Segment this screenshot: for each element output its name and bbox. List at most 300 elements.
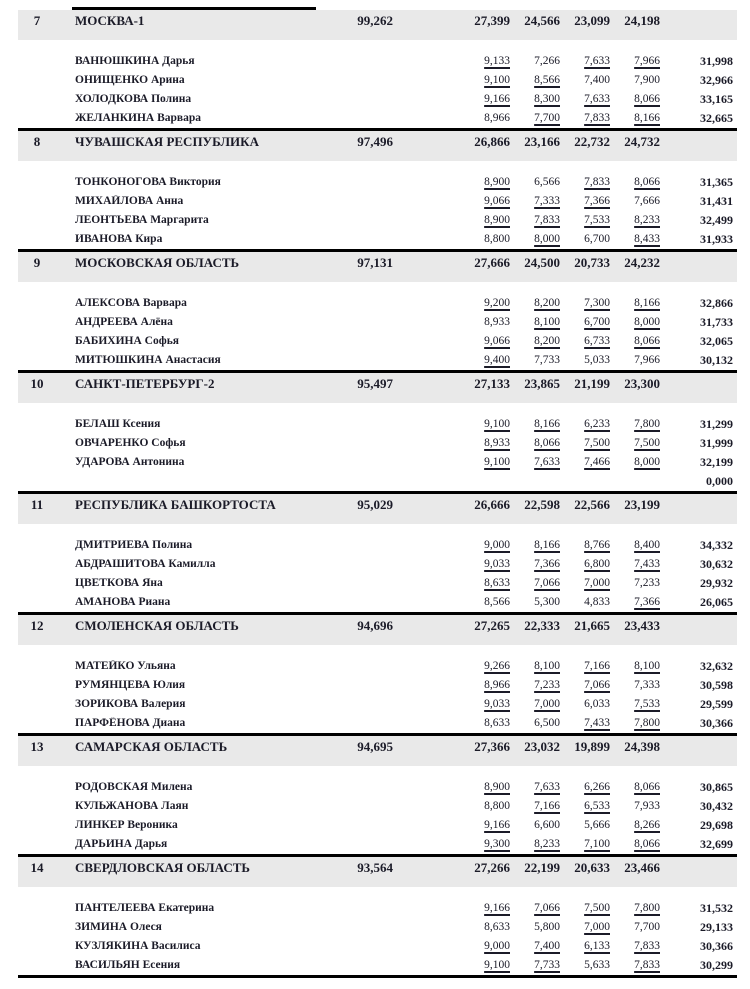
- team-apparatus-score: 23,199: [624, 497, 660, 512]
- athlete-score: 7,733: [534, 959, 560, 971]
- athlete-name: БАБИХИНА Софья: [75, 335, 179, 347]
- athlete-total: 31,299: [700, 417, 733, 431]
- athlete-score: 7,533: [634, 698, 660, 710]
- team-row-total-blank: [660, 255, 737, 282]
- team-row: [18, 494, 737, 524]
- athlete-score: 7,833: [584, 112, 610, 124]
- athlete-score: 7,166: [584, 660, 610, 672]
- team-apparatus-score: 26,866: [474, 134, 510, 149]
- spacer: [393, 618, 460, 645]
- team-total: 97,131: [357, 255, 393, 270]
- athlete-score: 7,166: [534, 800, 560, 812]
- team-row-total-blank: [660, 860, 737, 887]
- athlete-total: 31,999: [700, 436, 733, 450]
- team-name: МОСКОВСКАЯ ОБЛАСТЬ: [75, 255, 240, 270]
- team-total: 94,696: [357, 618, 393, 633]
- athlete-score: 8,066: [634, 93, 660, 105]
- athlete-score: 8,200: [534, 297, 560, 309]
- athlete-score: 5,633: [584, 959, 610, 971]
- team-name: САМАРСКАЯ ОБЛАСТЬ: [75, 739, 228, 754]
- athlete-score: 7,066: [534, 577, 560, 589]
- team-name: ЧУВАШСКАЯ РЕСПУБЛИКА: [75, 134, 259, 149]
- athlete-list: [0, 657, 750, 733]
- team-row: [18, 857, 737, 887]
- athlete-score: 8,066: [634, 335, 660, 347]
- athlete-total: 29,698: [700, 818, 733, 832]
- athlete-name: ОВЧАРЕНКО Софья: [75, 437, 186, 449]
- athlete-score: 4,833: [584, 596, 610, 608]
- team-apparatus-score: 23,865: [524, 376, 560, 391]
- athlete-score: 8,566: [534, 74, 560, 86]
- athlete-list: [0, 899, 750, 975]
- athlete-total: 30,865: [700, 780, 733, 794]
- athlete-score: 8,166: [634, 297, 660, 309]
- athlete-score: 7,633: [534, 456, 560, 468]
- athlete-score: 9,100: [484, 456, 510, 468]
- athlete-score: 7,500: [584, 902, 610, 914]
- spacer: [393, 739, 460, 766]
- athlete-score: 8,966: [484, 112, 510, 124]
- athlete-score: 8,166: [534, 418, 560, 430]
- athlete-score: 9,100: [484, 74, 510, 86]
- athlete-score: 7,800: [634, 717, 660, 729]
- athlete-row: [18, 90, 737, 109]
- athlete-row: [18, 574, 737, 593]
- athlete-name: ИВАНОВА Кира: [75, 233, 163, 245]
- athlete-row: [18, 593, 737, 612]
- team-row-total-blank: [660, 13, 737, 40]
- team-apparatus-score: 22,199: [524, 860, 560, 875]
- athlete-score: 8,100: [634, 660, 660, 672]
- athlete-score: 7,066: [584, 679, 610, 691]
- athlete-row: [18, 816, 737, 835]
- athlete-score: 7,233: [534, 679, 560, 691]
- team-rank: 13: [30, 739, 44, 754]
- athlete-score: 7,933: [634, 800, 660, 812]
- athlete-row: [18, 434, 737, 453]
- team-apparatus-score: 23,466: [624, 860, 660, 875]
- athlete-name: ПАНТЕЛЕЕВА Екатерина: [75, 902, 215, 914]
- athlete-row: [18, 313, 737, 332]
- athlete-score: 8,933: [484, 437, 510, 449]
- athlete-total: 0,000: [706, 474, 733, 488]
- team-apparatus-score: 24,198: [624, 13, 660, 28]
- team-rank: 14: [30, 860, 44, 875]
- athlete-score: 6,233: [584, 418, 610, 430]
- athlete-score: 8,000: [634, 456, 660, 468]
- athlete-total: 31,365: [700, 175, 733, 189]
- team-apparatus-score: 24,500: [524, 255, 560, 270]
- team-row-total-blank: [660, 618, 737, 645]
- athlete-score: 9,266: [484, 660, 510, 672]
- athlete-score: 8,300: [534, 93, 560, 105]
- athlete-list: [0, 778, 750, 854]
- team-name: МОСКВА-1: [75, 13, 145, 28]
- team-apparatus-score: 19,899: [574, 739, 610, 754]
- athlete-name: ДМИТРИЕВА Полина: [75, 539, 193, 551]
- athlete-total: 32,065: [700, 334, 733, 348]
- team-section: [0, 373, 750, 494]
- athlete-score: 6,133: [584, 940, 610, 952]
- team-name: РЕСПУБЛИКА БАШКОРТОСТА: [75, 497, 276, 512]
- athlete-score: 9,133: [484, 55, 510, 67]
- athlete-name: ТОНКОНОГОВА Виктория: [75, 176, 221, 188]
- team-apparatus-score: 23,433: [624, 618, 660, 633]
- athlete-total: 32,632: [700, 659, 733, 673]
- athlete-name: ДАРЬИНА Дарья: [75, 838, 168, 850]
- athlete-row: [18, 778, 737, 797]
- athlete-score: 7,833: [534, 214, 560, 226]
- athlete-score: 8,900: [484, 781, 510, 793]
- team-row-total-blank: [660, 739, 737, 766]
- athlete-score: 8,166: [534, 539, 560, 551]
- spacer: [393, 376, 460, 403]
- athlete-total: 26,065: [700, 595, 733, 609]
- athlete-score: 8,233: [634, 214, 660, 226]
- athlete-score: 7,700: [534, 112, 560, 124]
- athlete-score: 7,800: [634, 902, 660, 914]
- athlete-score: 7,100: [584, 838, 610, 850]
- athlete-score: 5,033: [584, 354, 610, 366]
- athlete-score: 7,633: [584, 93, 610, 105]
- athlete-name: ОНИЩЕНКО Арина: [75, 74, 185, 86]
- team-section: [0, 615, 750, 736]
- athlete-row: [18, 797, 737, 816]
- team-section: [0, 494, 750, 615]
- athlete-score: 9,100: [484, 418, 510, 430]
- team-total: 94,695: [357, 739, 393, 754]
- team-apparatus-score: 22,333: [524, 618, 560, 633]
- athlete-name: МИХАЙЛОВА Анна: [75, 195, 184, 207]
- athlete-row: [18, 415, 737, 434]
- athlete-score: 7,000: [584, 921, 610, 933]
- athlete-row: [18, 173, 737, 192]
- team-apparatus-score: 23,166: [524, 134, 560, 149]
- athlete-score: 8,633: [484, 577, 510, 589]
- athlete-name: ЗИМИНА Олеся: [75, 921, 162, 933]
- athlete-score: 6,266: [584, 781, 610, 793]
- athlete-score: 6,733: [584, 335, 610, 347]
- athlete-score: 9,033: [484, 698, 510, 710]
- athlete-row: [18, 453, 737, 472]
- team-section: [0, 252, 750, 373]
- athlete-score: 7,666: [634, 195, 660, 207]
- athlete-total: 32,499: [700, 213, 733, 227]
- results-sheet: [0, 7, 750, 989]
- team-apparatus-score: 20,633: [574, 860, 610, 875]
- athlete-score: 6,800: [584, 558, 610, 570]
- athlete-score: 7,433: [634, 558, 660, 570]
- team-apparatus-score: 27,266: [474, 860, 510, 875]
- athlete-score: 7,366: [634, 596, 660, 608]
- athlete-name: АМАНОВА Риана: [75, 596, 171, 608]
- athlete-name: АЛЕКСОВА Варвара: [75, 297, 187, 309]
- athlete-row: [18, 835, 737, 854]
- team-apparatus-score: 27,366: [474, 739, 510, 754]
- team-total: 95,029: [357, 497, 393, 512]
- team-row: [18, 736, 737, 766]
- athlete-score: 8,633: [484, 717, 510, 729]
- athlete-score: 6,533: [584, 800, 610, 812]
- athlete-total: 32,966: [700, 73, 733, 87]
- team-apparatus-score: 22,598: [524, 497, 560, 512]
- team-name: САНКТ-ПЕТЕРБУРГ-2: [75, 376, 215, 391]
- athlete-score: 9,400: [484, 354, 510, 366]
- athlete-score: 8,400: [634, 539, 660, 551]
- athlete-score: 8,066: [634, 781, 660, 793]
- athlete-score: 7,900: [634, 74, 660, 86]
- team-apparatus-score: 22,732: [574, 134, 610, 149]
- athlete-score: 6,700: [584, 316, 610, 328]
- athlete-row: [18, 657, 737, 676]
- team-total: 93,564: [357, 860, 393, 875]
- athlete-score: 9,100: [484, 959, 510, 971]
- athlete-row: [18, 714, 737, 733]
- team-row-total-blank: [660, 134, 737, 161]
- athlete-row: [18, 351, 737, 370]
- athlete-total: 31,998: [700, 54, 733, 68]
- athlete-score: 8,166: [634, 112, 660, 124]
- athlete-total: 29,932: [700, 576, 733, 590]
- athlete-name: АНДРЕЕВА Алёна: [75, 316, 173, 328]
- team-apparatus-score: 21,199: [574, 376, 610, 391]
- athlete-total: 30,366: [700, 939, 733, 953]
- team-row: [18, 615, 737, 645]
- athlete-score: 6,033: [584, 698, 610, 710]
- team-apparatus-score: 20,733: [574, 255, 610, 270]
- athlete-score: 7,700: [634, 921, 660, 933]
- athlete-score: 8,900: [484, 176, 510, 188]
- athlete-row: [18, 899, 737, 918]
- athlete-name: ЛЕОНТЬЕВА Маргарита: [75, 214, 209, 226]
- athlete-score: 6,500: [534, 717, 560, 729]
- athlete-score: 7,833: [634, 959, 660, 971]
- team-apparatus-score: 24,732: [624, 134, 660, 149]
- athlete-list: [0, 173, 750, 249]
- athlete-score: 8,233: [534, 838, 560, 850]
- athlete-total: 32,866: [700, 296, 733, 310]
- athlete-name: МАТЕЙКО Ульяна: [75, 660, 176, 672]
- athlete-total: 30,598: [700, 678, 733, 692]
- athlete-score: 9,200: [484, 297, 510, 309]
- athlete-score: 9,066: [484, 195, 510, 207]
- athlete-name: КУЗЛЯКИНА Василиса: [75, 940, 201, 952]
- athlete-score: 8,100: [534, 660, 560, 672]
- athlete-row: [18, 918, 737, 937]
- spacer: [393, 255, 460, 282]
- athlete-list: [0, 536, 750, 612]
- athlete-score: 7,966: [634, 55, 660, 67]
- team-rank: 7: [33, 13, 41, 28]
- athlete-score: 6,600: [534, 819, 560, 831]
- athlete-total: 32,665: [700, 111, 733, 125]
- athlete-total: 33,165: [700, 92, 733, 106]
- athlete-row: [18, 956, 737, 975]
- athlete-score: 7,533: [584, 214, 610, 226]
- team-apparatus-score: 23,300: [624, 376, 660, 391]
- athlete-score: 7,500: [584, 437, 610, 449]
- athlete-score: 7,433: [584, 717, 610, 729]
- athlete-score: 7,633: [584, 55, 610, 67]
- team-rank: 12: [30, 618, 44, 633]
- athlete-score: 7,833: [584, 176, 610, 188]
- athlete-row: [18, 536, 737, 555]
- athlete-total: 29,599: [700, 697, 733, 711]
- athlete-score: 7,833: [634, 940, 660, 952]
- section-divider: [18, 975, 737, 978]
- athlete-row: [18, 332, 737, 351]
- athlete-list: [0, 294, 750, 370]
- athlete-total: 30,632: [700, 557, 733, 571]
- athlete-score: 9,000: [484, 539, 510, 551]
- athlete-total: 30,132: [700, 353, 733, 367]
- athlete-total: 32,699: [700, 837, 733, 851]
- athlete-name: ХОЛОДКОВА Полина: [75, 93, 192, 105]
- athlete-name: РУМЯНЦЕВА Юлия: [75, 679, 186, 691]
- athlete-score: 8,633: [484, 921, 510, 933]
- athlete-score: 8,933: [484, 316, 510, 328]
- athlete-row: [18, 211, 737, 230]
- athlete-name: ВАНЮШКИНА Дарья: [75, 55, 195, 67]
- athlete-score: 7,233: [634, 577, 660, 589]
- athlete-score: 7,000: [534, 698, 560, 710]
- athlete-row: [18, 109, 737, 128]
- team-apparatus-score: 27,399: [474, 13, 510, 28]
- team-rank: 8: [33, 134, 41, 149]
- athlete-total: 29,133: [700, 920, 733, 934]
- athlete-score: 8,800: [484, 233, 510, 245]
- team-apparatus-score: 23,032: [524, 739, 560, 754]
- athlete-name: ЗОРИКОВА Валерия: [75, 698, 186, 710]
- athlete-score: 7,633: [534, 781, 560, 793]
- athlete-score: 7,966: [634, 354, 660, 366]
- athlete-total: 34,332: [700, 538, 733, 552]
- athlete-name: КУЛЬЖАНОВА Лаян: [75, 800, 189, 812]
- athlete-row: [18, 555, 737, 574]
- athlete-score: 7,400: [534, 940, 560, 952]
- athlete-name: РОДОВСКАЯ Милена: [75, 781, 193, 793]
- athlete-row: [18, 676, 737, 695]
- team-section: [0, 736, 750, 857]
- team-rank: 9: [33, 255, 41, 270]
- athlete-score: 8,000: [534, 233, 560, 245]
- team-row: [18, 10, 737, 40]
- athlete-score: 5,800: [534, 921, 560, 933]
- athlete-score: 7,466: [584, 456, 610, 468]
- athlete-total: 31,431: [700, 194, 733, 208]
- athlete-score: 7,366: [584, 195, 610, 207]
- athlete-row: [18, 472, 737, 491]
- athlete-score: 7,333: [534, 195, 560, 207]
- athlete-score: 8,100: [534, 316, 560, 328]
- athlete-score: 6,700: [584, 233, 610, 245]
- spacer: [393, 497, 460, 524]
- athlete-score: 8,433: [634, 233, 660, 245]
- athlete-score: 8,900: [484, 214, 510, 226]
- athlete-score: 8,800: [484, 800, 510, 812]
- athlete-score: 8,066: [634, 838, 660, 850]
- athlete-score: 8,566: [484, 596, 510, 608]
- athlete-score: 9,000: [484, 940, 510, 952]
- athlete-row: [18, 230, 737, 249]
- athlete-name: УДАРОВА Антонина: [75, 456, 185, 468]
- athlete-row: [18, 52, 737, 71]
- athlete-score: 7,066: [534, 902, 560, 914]
- team-row: [18, 131, 737, 161]
- athlete-score: 8,266: [634, 819, 660, 831]
- team-apparatus-score: 21,665: [574, 618, 610, 633]
- athlete-total: 30,366: [700, 716, 733, 730]
- team-total: 99,262: [357, 13, 393, 28]
- athlete-score: 9,166: [484, 93, 510, 105]
- spacer: [393, 134, 460, 161]
- athlete-total: 31,532: [700, 901, 733, 915]
- athlete-row: [18, 937, 737, 956]
- team-row: [18, 373, 737, 403]
- athlete-name: ЛИНКЕР Вероника: [75, 819, 178, 831]
- athlete-name: МИТЮШКИНА Анастасия: [75, 354, 221, 366]
- team-apparatus-score: 24,398: [624, 739, 660, 754]
- team-apparatus-score: 26,666: [474, 497, 510, 512]
- athlete-score: 9,033: [484, 558, 510, 570]
- team-name: СМОЛЕНСКАЯ ОБЛАСТЬ: [75, 618, 239, 633]
- athlete-score: 8,966: [484, 679, 510, 691]
- athlete-total: 30,432: [700, 799, 733, 813]
- athlete-score: 5,300: [534, 596, 560, 608]
- athlete-row: [18, 71, 737, 90]
- athlete-total: 31,733: [700, 315, 733, 329]
- athlete-score: 7,500: [634, 437, 660, 449]
- team-total: 97,496: [357, 134, 393, 149]
- athlete-total: 31,933: [700, 232, 733, 246]
- team-rank: 11: [30, 497, 44, 512]
- athlete-list: [0, 52, 750, 128]
- team-apparatus-score: 24,232: [624, 255, 660, 270]
- athlete-score: 8,000: [634, 316, 660, 328]
- team-apparatus-score: 22,566: [574, 497, 610, 512]
- results-table: [0, 10, 750, 978]
- athlete-name: АБДРАШИТОВА Камилла: [75, 558, 216, 570]
- athlete-score: 9,066: [484, 335, 510, 347]
- athlete-score: 8,066: [634, 176, 660, 188]
- team-apparatus-score: 27,666: [474, 255, 510, 270]
- athlete-score: 7,400: [584, 74, 610, 86]
- athlete-name: ЖЕЛАНКИНА Варвара: [75, 112, 202, 124]
- team-section: [0, 131, 750, 252]
- athlete-name: БЕЛАШ Ксения: [75, 418, 161, 430]
- athlete-score: 7,333: [634, 679, 660, 691]
- athlete-total: 32,199: [700, 455, 733, 469]
- athlete-score: 7,733: [534, 354, 560, 366]
- athlete-score: 7,266: [534, 55, 560, 67]
- spacer: [393, 13, 460, 40]
- team-row-total-blank: [660, 376, 737, 403]
- team-total: 95,497: [357, 376, 393, 391]
- team-section: [0, 857, 750, 978]
- athlete-list: [0, 415, 750, 491]
- athlete-score: 5,666: [584, 819, 610, 831]
- team-row-total-blank: [660, 497, 737, 524]
- team-apparatus-score: 23,099: [574, 13, 610, 28]
- team-section: [0, 10, 750, 131]
- athlete-total: 30,299: [700, 958, 733, 972]
- athlete-score: 9,166: [484, 902, 510, 914]
- athlete-score: 7,366: [534, 558, 560, 570]
- athlete-score: 8,066: [534, 437, 560, 449]
- athlete-row: [18, 192, 737, 211]
- athlete-score: 7,800: [634, 418, 660, 430]
- athlete-name: ПАРФЁНОВА Диана: [75, 717, 186, 729]
